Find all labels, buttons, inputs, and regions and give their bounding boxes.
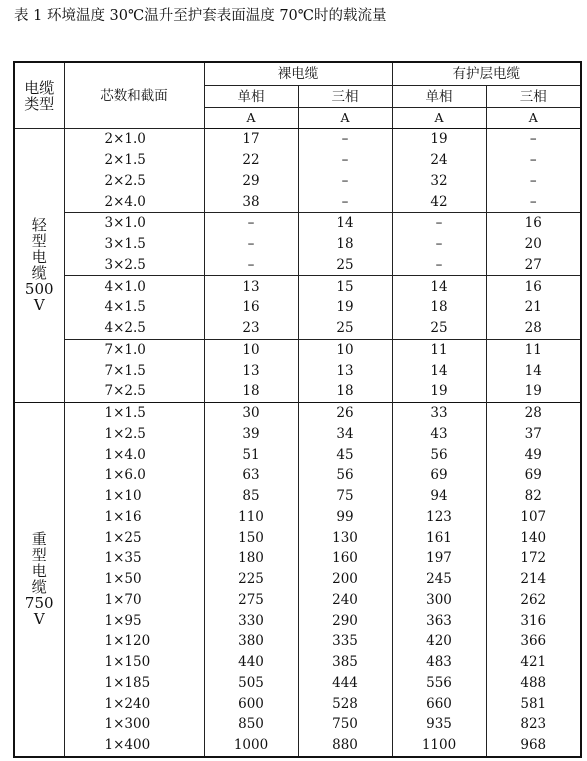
cores-section-cell: 1×95 <box>64 610 204 631</box>
sheathed-single-cell: 19 <box>392 129 486 150</box>
sheathed-single-cell: – <box>392 213 486 234</box>
table-row <box>14 507 581 528</box>
cable-type-line: 型 <box>31 232 47 251</box>
bare-single-cell: 110 <box>204 507 298 528</box>
cores-section-cell: 1×120 <box>64 631 204 652</box>
sheathed-three-cell: 214 <box>486 569 581 590</box>
bare-single-cell: 225 <box>204 569 298 590</box>
bare-three-cell: 750 <box>298 714 392 735</box>
bare-single-cell: 16 <box>204 297 298 318</box>
table-row <box>14 735 581 757</box>
sheathed-three-cell: 69 <box>486 465 581 486</box>
cores-section-cell: 7×1.5 <box>64 360 204 381</box>
bare-single-cell: 1000 <box>204 735 298 757</box>
table-row <box>14 402 581 423</box>
table-row <box>14 631 581 652</box>
bare-single-cell: – <box>204 234 298 255</box>
sheathed-single-cell: 42 <box>392 191 486 212</box>
table-row <box>14 548 581 569</box>
cores-section-cell: 1×185 <box>64 673 204 694</box>
cable-type-line: 重 <box>31 530 47 549</box>
sheathed-single-cell: 161 <box>392 527 486 548</box>
bare-three-cell: 75 <box>298 486 392 507</box>
ampacity-table <box>13 61 582 758</box>
bare-single-cell: – <box>204 213 298 234</box>
sheathed-single-cell: 33 <box>392 402 486 423</box>
cores-section-cell: 1×35 <box>64 548 204 569</box>
header-bare-single: 单相 <box>204 86 298 108</box>
sheathed-single-cell: 19 <box>392 381 486 402</box>
sheathed-single-cell: 24 <box>392 150 486 171</box>
bare-three-cell: 26 <box>298 402 392 423</box>
sheathed-three-cell: 421 <box>486 652 581 673</box>
cores-section-cell: 1×1.5 <box>64 402 204 423</box>
sheathed-single-cell: 18 <box>392 297 486 318</box>
bare-single-cell: 38 <box>204 191 298 212</box>
cores-section-cell: 1×400 <box>64 735 204 757</box>
bare-single-cell: – <box>204 255 298 276</box>
header-bare-three: 三相 <box>298 86 392 108</box>
sheathed-single-cell: 69 <box>392 465 486 486</box>
cores-section-cell: 3×1.5 <box>64 234 204 255</box>
bare-single-cell: 505 <box>204 673 298 694</box>
cores-section-cell: 1×50 <box>64 569 204 590</box>
table-row <box>14 714 581 735</box>
sheathed-three-cell: 16 <box>486 276 581 297</box>
cable-type-line: 750 <box>24 594 54 613</box>
cores-section-cell: 1×240 <box>64 693 204 714</box>
cores-section-cell: 7×2.5 <box>64 381 204 402</box>
bare-three-cell: 14 <box>298 213 392 234</box>
sheathed-single-cell: 94 <box>392 486 486 507</box>
bare-single-cell: 10 <box>204 339 298 360</box>
bare-single-cell: 150 <box>204 527 298 548</box>
bare-single-cell: 600 <box>204 693 298 714</box>
header-cable-type <box>14 62 64 129</box>
table-row <box>14 191 581 212</box>
sheathed-three-cell: 140 <box>486 527 581 548</box>
bare-single-cell: 13 <box>204 276 298 297</box>
bare-three-cell: 25 <box>298 318 392 339</box>
bare-three-cell: – <box>298 171 392 192</box>
cores-section-cell: 3×1.0 <box>64 213 204 234</box>
sheathed-single-cell: 483 <box>392 652 486 673</box>
header-cable-type-line: 电缆 <box>24 78 55 97</box>
table-row <box>14 360 581 381</box>
sheathed-three-cell: – <box>486 191 581 212</box>
bare-three-cell: 19 <box>298 297 392 318</box>
cable-type-line: 电 <box>31 248 47 267</box>
bare-single-cell: 23 <box>204 318 298 339</box>
table-row <box>14 673 581 694</box>
bare-single-cell: 180 <box>204 548 298 569</box>
cores-section-cell: 1×10 <box>64 486 204 507</box>
sheathed-single-cell: 300 <box>392 590 486 611</box>
cores-section-cell: 4×1.5 <box>64 297 204 318</box>
cable-type-line: 缆 <box>31 578 47 597</box>
sheathed-three-cell: 581 <box>486 693 581 714</box>
cable-type-line: 缆 <box>31 264 47 283</box>
cores-section-cell: 2×4.0 <box>64 191 204 212</box>
sheathed-three-cell: 172 <box>486 548 581 569</box>
table-row <box>14 527 581 548</box>
cable-type-line: 型 <box>31 546 47 565</box>
bare-three-cell: 240 <box>298 590 392 611</box>
sheathed-three-cell: 82 <box>486 486 581 507</box>
header-unit: A <box>486 108 581 129</box>
header-sheathed-single: 单相 <box>392 86 486 108</box>
cores-section-cell: 1×25 <box>64 527 204 548</box>
bare-single-cell: 51 <box>204 444 298 465</box>
sheathed-three-cell: – <box>486 129 581 150</box>
sheathed-three-cell: 488 <box>486 673 581 694</box>
header-sheathed-cable: 有护层电缆 <box>392 62 581 86</box>
sheathed-three-cell: 49 <box>486 444 581 465</box>
header-unit: A <box>298 108 392 129</box>
bare-three-cell: 160 <box>298 548 392 569</box>
bare-single-cell: 22 <box>204 150 298 171</box>
sheathed-three-cell: 27 <box>486 255 581 276</box>
sheathed-three-cell: – <box>486 171 581 192</box>
cores-section-cell: 1×4.0 <box>64 444 204 465</box>
bare-three-cell: – <box>298 191 392 212</box>
table-row <box>14 150 581 171</box>
bare-single-cell: 380 <box>204 631 298 652</box>
table-row <box>14 318 581 339</box>
bare-three-cell: 290 <box>298 610 392 631</box>
bare-three-cell: 25 <box>298 255 392 276</box>
table-row <box>14 610 581 631</box>
cable-type-cell <box>14 402 64 756</box>
table-row <box>14 297 581 318</box>
bare-three-cell: – <box>298 150 392 171</box>
bare-three-cell: 385 <box>298 652 392 673</box>
table-row <box>14 381 581 402</box>
sheathed-single-cell: 363 <box>392 610 486 631</box>
sheathed-three-cell: 107 <box>486 507 581 528</box>
bare-three-cell: 130 <box>298 527 392 548</box>
cores-section-cell: 1×300 <box>64 714 204 735</box>
bare-three-cell: 13 <box>298 360 392 381</box>
table-row <box>14 486 581 507</box>
cores-section-cell: 2×1.5 <box>64 150 204 171</box>
bare-three-cell: 528 <box>298 693 392 714</box>
sheathed-single-cell: 11 <box>392 339 486 360</box>
bare-three-cell: 10 <box>298 339 392 360</box>
header-cable-type-line: 类型 <box>24 94 55 113</box>
bare-single-cell: 39 <box>204 424 298 445</box>
header-unit: A <box>204 108 298 129</box>
bare-three-cell: 880 <box>298 735 392 757</box>
sheathed-three-cell: 28 <box>486 318 581 339</box>
cable-type-line: 轻 <box>31 216 47 235</box>
bare-single-cell: 330 <box>204 610 298 631</box>
sheathed-single-cell: 25 <box>392 318 486 339</box>
sheathed-three-cell: 19 <box>486 381 581 402</box>
table-caption: 表 1 环境温度 30℃温升至护套表面温度 70℃时的载流量 <box>14 8 387 24</box>
cores-section-cell: 1×2.5 <box>64 424 204 445</box>
sheathed-single-cell: 123 <box>392 507 486 528</box>
cores-section-cell: 1×150 <box>64 652 204 673</box>
bare-three-cell: 15 <box>298 276 392 297</box>
sheathed-single-cell: 556 <box>392 673 486 694</box>
bare-three-cell: 56 <box>298 465 392 486</box>
sheathed-three-cell: 16 <box>486 213 581 234</box>
sheathed-single-cell: 43 <box>392 424 486 445</box>
sheathed-three-cell: 11 <box>486 339 581 360</box>
bare-single-cell: 275 <box>204 590 298 611</box>
header-cores-section: 芯数和截面 <box>64 62 204 129</box>
sheathed-single-cell: 56 <box>392 444 486 465</box>
bare-single-cell: 29 <box>204 171 298 192</box>
table-row <box>14 129 581 150</box>
table-row <box>14 569 581 590</box>
table-row <box>14 652 581 673</box>
cores-section-cell: 4×2.5 <box>64 318 204 339</box>
table-body <box>14 129 581 757</box>
table-row <box>14 339 581 360</box>
sheathed-three-cell: 37 <box>486 424 581 445</box>
cable-type-line: V <box>33 610 45 629</box>
sheathed-single-cell: 14 <box>392 360 486 381</box>
cable-type-line: 电 <box>31 562 47 581</box>
bare-single-cell: 440 <box>204 652 298 673</box>
sheathed-single-cell: – <box>392 234 486 255</box>
sheathed-three-cell: – <box>486 150 581 171</box>
table-row <box>14 171 581 192</box>
bare-single-cell: 13 <box>204 360 298 381</box>
header-sheathed-three: 三相 <box>486 86 581 108</box>
sheathed-three-cell: 20 <box>486 234 581 255</box>
sheathed-single-cell: 935 <box>392 714 486 735</box>
sheathed-three-cell: 366 <box>486 631 581 652</box>
table-row <box>14 590 581 611</box>
sheathed-three-cell: 316 <box>486 610 581 631</box>
sheathed-single-cell: 660 <box>392 693 486 714</box>
bare-single-cell: 18 <box>204 381 298 402</box>
cores-section-cell: 4×1.0 <box>64 276 204 297</box>
sheathed-single-cell: 245 <box>392 569 486 590</box>
table-row <box>14 255 581 276</box>
cores-section-cell: 2×2.5 <box>64 171 204 192</box>
sheathed-single-cell: 14 <box>392 276 486 297</box>
sheathed-three-cell: 28 <box>486 402 581 423</box>
bare-three-cell: 335 <box>298 631 392 652</box>
bare-three-cell: 99 <box>298 507 392 528</box>
sheathed-single-cell: 420 <box>392 631 486 652</box>
sheathed-single-cell: 32 <box>392 171 486 192</box>
bare-single-cell: 850 <box>204 714 298 735</box>
bare-single-cell: 63 <box>204 465 298 486</box>
sheathed-single-cell: 197 <box>392 548 486 569</box>
header-bare-cable: 裸电缆 <box>204 62 392 86</box>
table-row <box>14 465 581 486</box>
bare-three-cell: 45 <box>298 444 392 465</box>
sheathed-single-cell: 1100 <box>392 735 486 757</box>
bare-single-cell: 85 <box>204 486 298 507</box>
bare-three-cell: 444 <box>298 673 392 694</box>
cores-section-cell: 3×2.5 <box>64 255 204 276</box>
sheathed-single-cell: – <box>392 255 486 276</box>
bare-single-cell: 17 <box>204 129 298 150</box>
header-unit: A <box>392 108 486 129</box>
bare-three-cell: – <box>298 129 392 150</box>
bare-three-cell: 18 <box>298 234 392 255</box>
bare-three-cell: 34 <box>298 424 392 445</box>
sheathed-three-cell: 823 <box>486 714 581 735</box>
sheathed-three-cell: 262 <box>486 590 581 611</box>
cores-section-cell: 1×70 <box>64 590 204 611</box>
table-row <box>14 234 581 255</box>
sheathed-three-cell: 968 <box>486 735 581 757</box>
table-row <box>14 276 581 297</box>
table-row <box>14 213 581 234</box>
table-row <box>14 424 581 445</box>
cores-section-cell: 1×16 <box>64 507 204 528</box>
cores-section-cell: 2×1.0 <box>64 129 204 150</box>
cable-type-cell <box>14 129 64 403</box>
table-row <box>14 693 581 714</box>
cores-section-cell: 1×6.0 <box>64 465 204 486</box>
sheathed-three-cell: 21 <box>486 297 581 318</box>
bare-three-cell: 18 <box>298 381 392 402</box>
table-row <box>14 444 581 465</box>
bare-three-cell: 200 <box>298 569 392 590</box>
cores-section-cell: 7×1.0 <box>64 339 204 360</box>
cable-type-line: V <box>33 296 45 315</box>
sheathed-three-cell: 14 <box>486 360 581 381</box>
bare-single-cell: 30 <box>204 402 298 423</box>
cable-type-line: 500 <box>24 280 54 299</box>
